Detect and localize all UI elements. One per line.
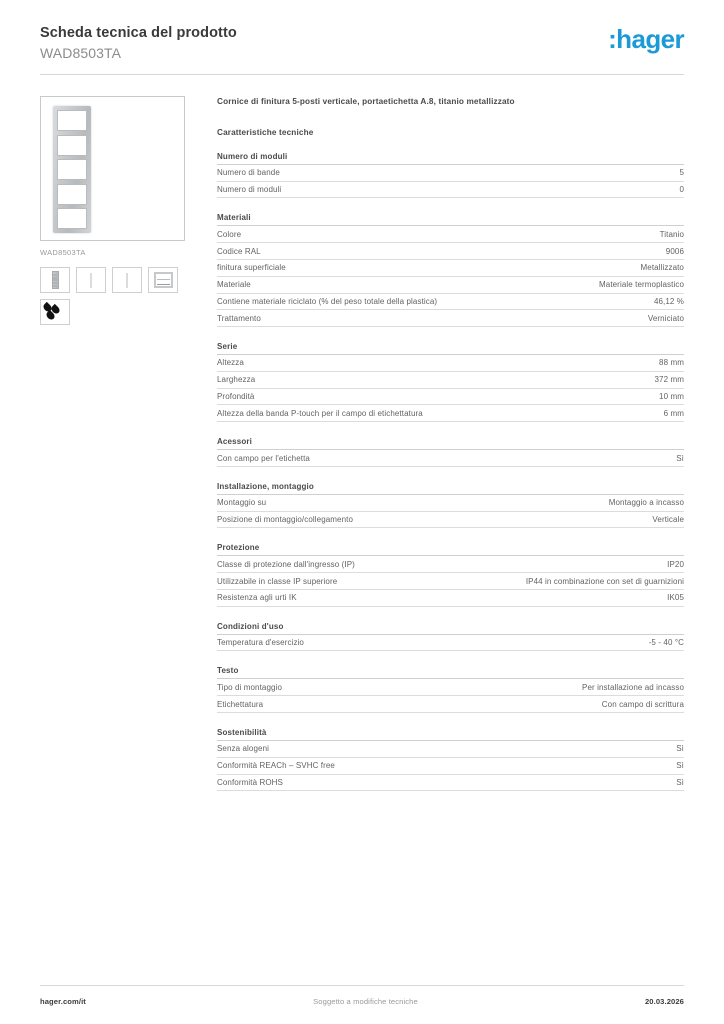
frame-cell bbox=[57, 110, 87, 131]
spec-group-title: Sostenibilità bbox=[217, 728, 684, 741]
spec-label: Senza alogeni bbox=[217, 744, 270, 754]
spec-label: Altezza della banda P-touch per il campo di etichettatura bbox=[217, 408, 423, 418]
content-area bbox=[40, 96, 684, 791]
spec-group-title: Serie bbox=[217, 342, 684, 355]
spec-value: Titanio bbox=[659, 229, 684, 239]
thumbnail-label-field[interactable] bbox=[148, 267, 178, 293]
product-media-column bbox=[40, 96, 188, 325]
spec-label: Montaggio su bbox=[217, 498, 267, 508]
spec-value: IP20 bbox=[667, 559, 684, 569]
spec-row bbox=[217, 556, 684, 573]
spec-label: Profondità bbox=[217, 391, 255, 401]
spec-value: IP44 in combinazione con set di guarnizioni bbox=[525, 576, 684, 586]
spec-row bbox=[217, 372, 684, 389]
spec-group-title: Testo bbox=[217, 666, 684, 679]
spec-value: 372 mm bbox=[654, 375, 684, 385]
spec-value: 6 mm bbox=[663, 408, 684, 418]
spec-label: Temperatura d'esercizio bbox=[217, 638, 304, 648]
spec-groups bbox=[217, 152, 684, 791]
spec-label: Tipo di montaggio bbox=[217, 682, 282, 692]
spec-label: Colore bbox=[217, 229, 242, 239]
spec-group-title: Protezione bbox=[217, 543, 684, 556]
spec-group-title: Numero di moduli bbox=[217, 152, 684, 165]
footer-date: 20.03.2026 bbox=[644, 997, 684, 1006]
spec-row bbox=[217, 389, 684, 406]
footer-divider bbox=[40, 985, 684, 986]
spec-label: Larghezza bbox=[217, 375, 256, 385]
spec-row bbox=[217, 405, 684, 422]
page-header bbox=[40, 0, 684, 62]
spec-value: Sì bbox=[676, 761, 684, 771]
technical-characteristics-heading: Caratteristiche tecniche bbox=[217, 127, 314, 137]
spec-row bbox=[217, 226, 684, 243]
spec-group bbox=[217, 213, 684, 327]
spec-value: Sì bbox=[676, 453, 684, 463]
spec-value: IK05 bbox=[667, 593, 684, 603]
spec-label: Altezza bbox=[217, 358, 244, 368]
spec-label: Utilizzabile in classe IP superiore bbox=[217, 576, 338, 586]
footer-website[interactable]: hager.com/it bbox=[40, 997, 86, 1006]
spec-group bbox=[217, 666, 684, 713]
spec-value: 46,12 % bbox=[653, 296, 684, 306]
spec-label: Classe di protezione dall'ingresso (IP) bbox=[217, 559, 355, 569]
vertical-line-icon bbox=[126, 273, 128, 288]
spec-label: Contiene materiale riciclato (% del peso totale della plastica) bbox=[217, 296, 438, 306]
hager-logo: :hager bbox=[608, 24, 684, 54]
spec-label: Con campo per l'etichetta bbox=[217, 453, 310, 463]
spec-value: Materiale termoplastico bbox=[599, 280, 684, 290]
spec-row bbox=[217, 635, 684, 652]
spec-row bbox=[217, 775, 684, 792]
spec-group-title: Condizioni d'uso bbox=[217, 622, 684, 635]
frame-cell bbox=[57, 135, 87, 156]
thumbnail-insert-2[interactable] bbox=[112, 267, 142, 293]
spec-value: 0 bbox=[679, 185, 684, 195]
thumbnail-row bbox=[40, 267, 188, 293]
thumbnail-insert-1[interactable] bbox=[76, 267, 106, 293]
product-reference: WAD8503TA bbox=[40, 44, 122, 61]
spec-value: Sì bbox=[676, 744, 684, 754]
spec-row bbox=[217, 758, 684, 775]
spec-value: -5 - 40 °C bbox=[648, 638, 684, 648]
spec-value: 88 mm bbox=[659, 358, 684, 368]
spec-value: Sì bbox=[676, 777, 684, 787]
spec-group bbox=[217, 152, 684, 199]
spec-group-title: Acessori bbox=[217, 437, 684, 450]
spec-row bbox=[217, 696, 684, 713]
spec-label: Codice RAL bbox=[217, 246, 261, 256]
frame-cell bbox=[57, 208, 87, 229]
spec-group bbox=[217, 342, 684, 422]
spec-row bbox=[217, 355, 684, 372]
page-footer bbox=[40, 985, 684, 1006]
thumbnail-frame-vertical[interactable] bbox=[40, 267, 70, 293]
spec-row bbox=[217, 512, 684, 529]
header-titles bbox=[40, 22, 237, 62]
spec-value: Con campo di scrittura bbox=[601, 699, 684, 709]
spec-group-title: Installazione, montaggio bbox=[217, 482, 684, 495]
spec-row bbox=[217, 182, 684, 199]
header-divider bbox=[40, 74, 684, 75]
spec-label: Resistenza agli urti IK bbox=[217, 593, 297, 603]
spec-row bbox=[217, 294, 684, 311]
spec-label: Conformità REACh – SVHC free bbox=[217, 761, 335, 771]
footer-content bbox=[40, 997, 684, 1006]
spec-label: Numero di moduli bbox=[217, 185, 282, 195]
footer-disclaimer: Soggetto a modifiche tecniche bbox=[313, 997, 418, 1006]
spec-group bbox=[217, 437, 684, 467]
spec-label: Etichettatura bbox=[217, 699, 264, 709]
spec-row bbox=[217, 741, 684, 758]
spec-label: Numero di bande bbox=[217, 168, 280, 178]
spec-value: 5 bbox=[679, 168, 684, 178]
spec-row bbox=[217, 260, 684, 277]
spec-row bbox=[217, 243, 684, 260]
spec-value: 9006 bbox=[665, 246, 684, 256]
vertical-line-icon bbox=[90, 273, 92, 288]
frame-cell bbox=[57, 184, 87, 205]
spec-row bbox=[217, 450, 684, 467]
specifications-column bbox=[188, 96, 684, 791]
spec-group-title: Materiali bbox=[217, 213, 684, 226]
product-image-caption: WAD8503TA bbox=[40, 248, 86, 258]
thumbnail-row-secondary bbox=[40, 299, 188, 325]
spec-row bbox=[217, 165, 684, 182]
product-description: Cornice di finitura 5-posti verticale, portaetichetta A.8, titanio metallizzato bbox=[217, 97, 515, 107]
spec-label: Trattamento bbox=[217, 313, 261, 323]
spec-value: Metallizzato bbox=[640, 263, 684, 273]
spec-label: Materiale bbox=[217, 280, 251, 290]
spec-value: Verniciato bbox=[647, 313, 684, 323]
thumbnail-splash-proof[interactable] bbox=[40, 299, 70, 325]
spec-row bbox=[217, 573, 684, 590]
label-field-icon bbox=[154, 272, 173, 288]
product-image bbox=[40, 96, 185, 241]
frame-graphic bbox=[53, 106, 91, 233]
spec-group bbox=[217, 622, 684, 652]
spec-label: Conformità ROHS bbox=[217, 777, 283, 787]
frame-vertical-icon bbox=[52, 271, 59, 289]
water-drops-icon bbox=[44, 303, 66, 321]
spec-row bbox=[217, 590, 684, 607]
spec-value: Per installazione ad incasso bbox=[582, 682, 684, 692]
spec-row bbox=[217, 277, 684, 294]
spec-group bbox=[217, 543, 684, 606]
spec-row bbox=[217, 679, 684, 696]
spec-value: Verticale bbox=[652, 515, 684, 525]
spec-label: Posizione di montaggio/collegamento bbox=[217, 515, 354, 525]
spec-value: 10 mm bbox=[659, 391, 684, 401]
spec-value: Montaggio a incasso bbox=[608, 498, 684, 508]
spec-group bbox=[217, 482, 684, 529]
spec-row bbox=[217, 495, 684, 512]
spec-label: finitura superficiale bbox=[217, 263, 286, 273]
page-title: Scheda tecnica del prodotto bbox=[40, 25, 237, 41]
spec-group bbox=[217, 728, 684, 791]
frame-cell bbox=[57, 159, 87, 180]
spec-row bbox=[217, 310, 684, 327]
